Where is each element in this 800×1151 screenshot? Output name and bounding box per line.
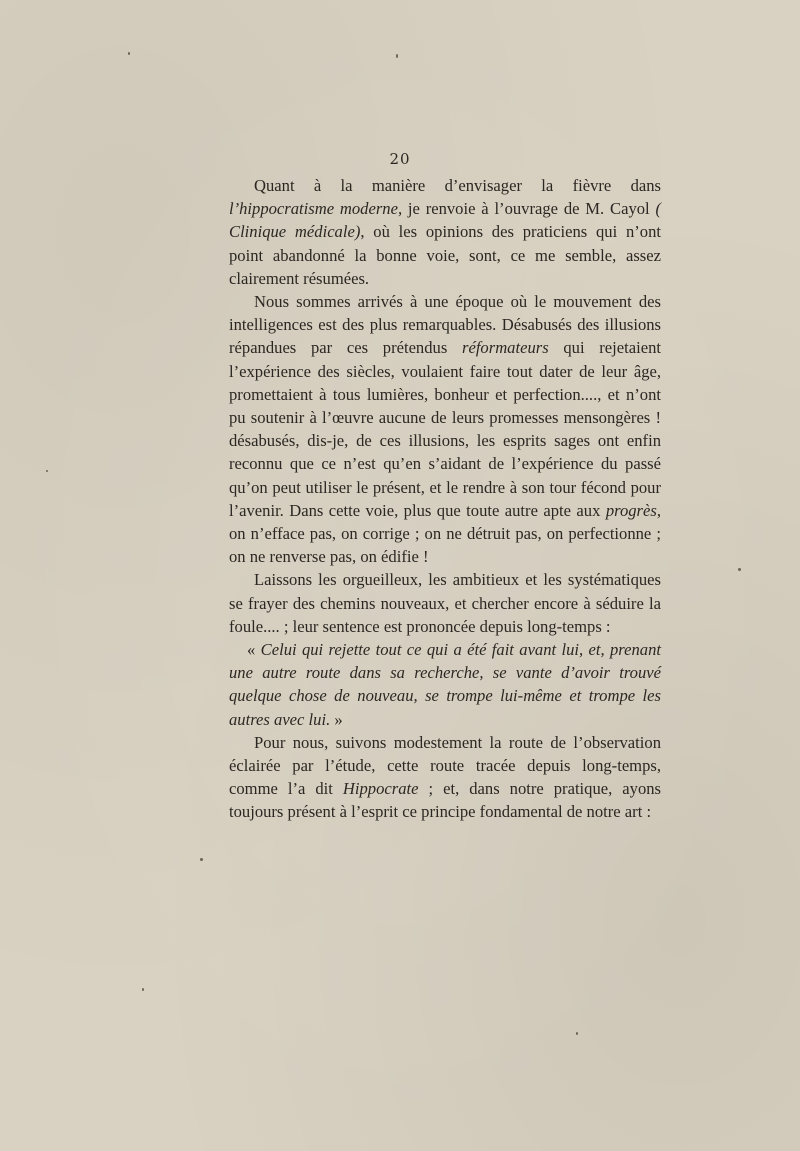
text-segment: , où les opinions des praticiens qui n’ont point abandonné la bonne voie, sont, ce me semble, assez clairement résumées. [229, 222, 661, 288]
text-segment: qui rejetaient l’expérience des siècles, voulaient faire tout dater de leur âge, promettaient à tous lumières, bonheur et perfection...., et n’ont pu soutenir à l’œuvre aucune de leurs promesses mensongères ! désabusés, dis-je, de ces illusions, les esprits sages ont enfin reconnu que ce n’est qu’en s’aidant de l’expérience du passé qu’on peut utiliser le présent, et le rendre à son tour fécond pour l’avenir. Dans cette voie, plus que toute autre apte aux [229, 338, 662, 520]
text-segment: Quant à la manière d’envisager la fièvre dans [254, 176, 661, 195]
text-segment: je renvoie à l’ouvrage de M. Cayol [402, 199, 656, 219]
paper-speck [576, 1032, 578, 1035]
text-segment-italic: Hippocrate [342, 779, 419, 799]
paper-speck [738, 568, 741, 571]
quotation [229, 638, 661, 731]
paragraph-3 [229, 568, 661, 638]
close-quote: » [330, 709, 343, 729]
text-segment-italic: réformateurs [462, 338, 549, 358]
open-quote: « [247, 640, 261, 660]
text-segment: Pour nous, suivons modestement la route de l’observation éclairée par l’étude, cette route tracée depuis long-temps, comme l’a dit [229, 732, 661, 799]
paragraph-5 [229, 731, 661, 824]
text-segment: , on n’efface pas, on corrige ; on ne détruit pas, on perfectionne ; on ne renverse pas, on édifie ! [229, 500, 661, 567]
paper-speck [128, 52, 130, 55]
paper-speck [200, 858, 203, 861]
text-segment-italic: ( Clinique médicale) [229, 199, 661, 242]
page-number: 20 [389, 150, 411, 168]
paragraph-1 [229, 174, 661, 290]
quotation-text: Celui qui rejette tout ce qui a été fait avant lui, et, prenant une autre route dans sa recherche, se vante d’avoir trouvé quelque chose de nouveau, se trompe lui-même et trompe les autres avec lui. [229, 640, 661, 729]
paper-speck [142, 988, 144, 991]
paper-speck [46, 470, 48, 472]
text-segment: Nous sommes arrivés à une époque où le mouvement des intelligences est des plus remarquables. Désabusés des illusions répandues par ces prétendus [229, 292, 661, 358]
text-segment-italic: l’hippocratisme moderne, [229, 199, 403, 219]
text-segment-italic: progrès [605, 500, 657, 520]
paragraph-2 [229, 290, 661, 568]
body-text [229, 174, 661, 824]
text-segment: ; et, dans notre pratique, ayons toujours présent à l’esprit ce principe fondamental de notre art : [229, 779, 661, 822]
paper-speck [396, 54, 398, 58]
text-segment: Laissons les orgueilleux, les ambitieux et les systématiques se frayer des chemins nouveaux, et chercher encore à séduire la foule.... ; leur sentence est prononcée depuis long-temps : [229, 570, 661, 636]
